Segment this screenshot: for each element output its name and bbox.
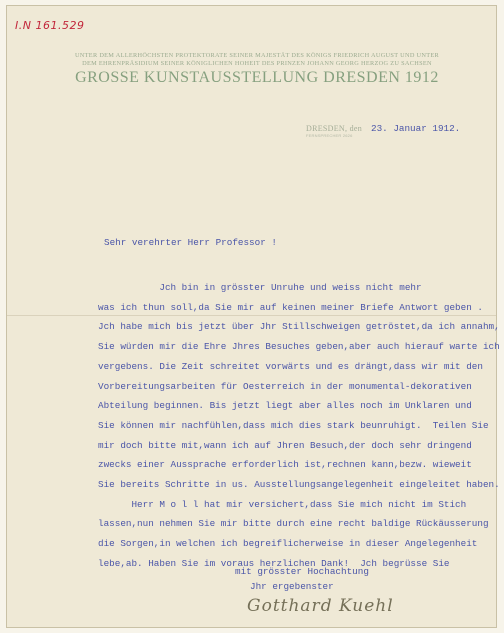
letterhead-title: GROSSE KUNSTAUSSTELLUNG DRESDEN 1912 [75, 69, 439, 86]
paper-fold-crease [7, 315, 496, 316]
closing-regards: mit grösster Hochachtung [235, 566, 369, 577]
closing-yours: Jhr ergebenster [250, 581, 334, 592]
letter-body-line: Herr M o l l hat mir versichert,dass Sie mich nicht im Stich [98, 498, 467, 510]
letterhead-patronage-line-2: DEM EHRENPRÄSIDIUM SEINER KÖNIGLICHEN HOHEIT DES PRINZEN JOHANN GEORG HERZOG ZU SACHSEN [82, 60, 432, 67]
letter-body-line: die Sorgen,in welchen ich begreiflicherweise in dieser Angelegenheit [98, 538, 478, 550]
letter-body-line: Jch habe mich bis jetzt über Jhr Stillschweigen getröstet,da ich annahm, [98, 321, 500, 333]
phone-label: FERNSPRECHER 2626 [306, 133, 353, 138]
letter-body-line: zwecks einer Aussprache erforderlich ist,rechnen kann,bezw. wieweit [98, 459, 472, 471]
handwritten-signature: Gotthard Kuehl [247, 596, 394, 616]
letter-body-line: vergebens. Die Zeit schreitet vorwärts und es drängt,dass wir mit den [98, 360, 483, 372]
letter-body-line: Abteilung beginnen. Bis jetzt liegt aber alles noch im Unklaren und [98, 400, 472, 412]
letter-sheet [6, 5, 500, 628]
salutation: Sehr verehrter Herr Professor ! [104, 237, 277, 248]
letterhead-patronage-line-1: UNTER DEM ALLERHÖCHSTEN PROTEKTORATE SEINER MAJESTÄT DES KÖNIGS FRIEDRICH AUGUST UND UNTER [74, 52, 440, 59]
letter-body-line: was ich thun soll,da Sie mir auf keinen meiner Briefe Antwort geben . [98, 301, 483, 313]
letter-body-line: lassen,nun nehmen Sie mir bitte durch eine recht baldige Rückäusserung [98, 518, 489, 530]
letter-body-line: Sie können mir nachfühlen,dass mich dies stark beunruhigt. Teilen Sie [98, 419, 489, 431]
archive-number: I.N 161.529 [15, 19, 85, 32]
letter-body-line: Sie würden mir die Ehre Jhres Besuches geben,aber auch hierauf warte ich [98, 341, 500, 353]
letter-body-line: Sie bereits Schritte in us. Ausstellungsangelegenheit eingeleitet haben. [98, 479, 500, 490]
letter-date: 23. Januar 1912. [371, 123, 461, 134]
letter-body-line: Vorbereitungsarbeiten für Oesterreich in der monumental-dekorativen [98, 380, 472, 392]
letter-body-line: Jch bin in grösster Unruhe und weiss nicht mehr [98, 282, 422, 293]
place-label: DRESDEN, den [306, 124, 363, 133]
letter-body-line: mir doch bitte mit,wann ich auf Jhren Besuch,der doch sehr dringend [98, 439, 472, 451]
letter-body-line: lebe,ab. Haben Sie im voraus herzlichen Dank! Jch begrüsse Sie [98, 557, 450, 569]
